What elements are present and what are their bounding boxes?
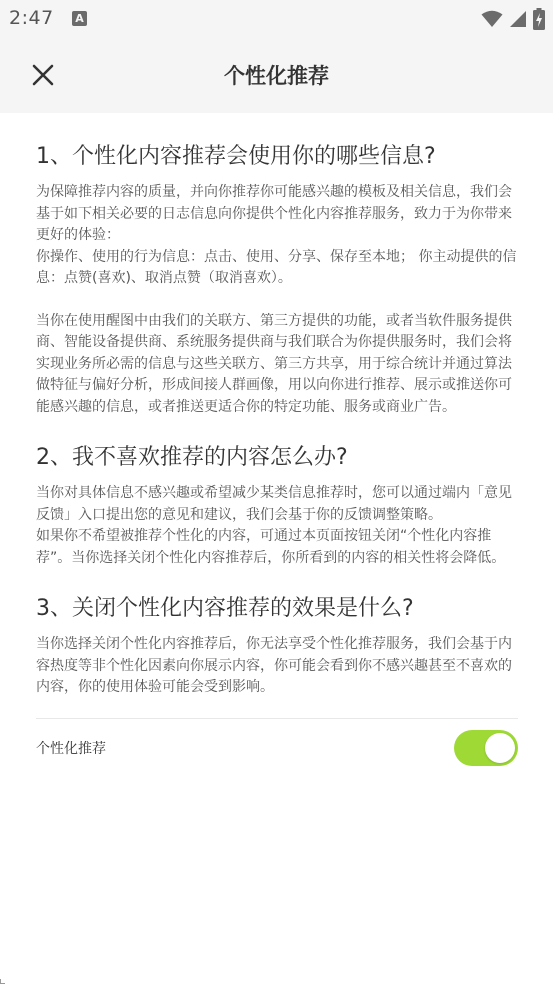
section-paragraph: 当你对具体信息不感兴趣或希望减少某类信息推荐时，您可以通过端内「意见反馈」入口提出您的意见和建议，我们会基于你的反馈调整策略。 [36,485,512,523]
section-paragraph: 当你选择关闭个性化内容推荐后，你无法享受个性化推荐服务，我们会基于内容热度等非个性化因素向你展示内容，你可能会看到你不感兴趣甚至不喜欢的内容，你的使用体验可能会受到影响。 [36,636,512,695]
wifi-icon [481,10,503,28]
battery-charging-icon [533,8,545,30]
section-personal-info [36,142,518,418]
status-bar [0,0,553,38]
notification-a-icon: A [72,11,87,26]
status-time: 2:47 [9,7,54,29]
toggle-label: 个性化推荐 [36,740,106,757]
section-paragraph: 当你在使用醒图中由我们的关联方、第三方提供的功能，或者当软件服务提供商、智能设备提供商、系统服务提供商与我们联合为你提供服务时，我们会将实现业务所必需的信息与这些关联方、第三方共享，用于综合统计并通过算法做特征与偏好分析，形成间接人群画像，用以向你进行推荐、展示或推送你可能感兴趣的信息，或者推送更适合你的特定功能、服务或商业广告。 [36,312,512,415]
section-paragraph: 为保障推荐内容的质量，并向你推荐你可能感兴趣的模板及相关信息，我们会基于如下相关必要的日志信息向你提供个性化内容推荐服务，致力于为你带来更好的体验： [36,184,512,243]
section-title: 1、个性化内容推荐会使用你的哪些信息? [36,144,436,169]
personalization-toggle-switch[interactable] [454,730,518,766]
section-dislike-content [36,443,518,569]
section-disable-effect [36,594,518,699]
app-bar [0,38,553,113]
section-title: 3、关闭个性化内容推荐的效果是什么? [36,596,414,621]
status-icons [481,8,545,30]
corner-mark [0,979,5,984]
cellular-signal-icon [509,10,527,28]
section-title: 2、我不喜欢推荐的内容怎么办? [36,445,348,470]
section-paragraph: 你操作、使用的行为信息：点击、使用、分享、保存至本地； 你主动提供的信息：点赞(喜欢)、取消点赞（取消喜欢）。 [36,248,517,286]
personalization-toggle-row [36,719,518,777]
toggle-knob [485,733,515,763]
content-area [36,113,518,777]
page-title: 个性化推荐 [224,64,329,88]
section-paragraph: 如果你不希望被推荐个性化的内容，可通过本页面按钮关闭“个性化内容推荐”。当你选择关闭个性化内容推荐后，你所看到的内容的相关性将会降低。 [36,528,506,566]
